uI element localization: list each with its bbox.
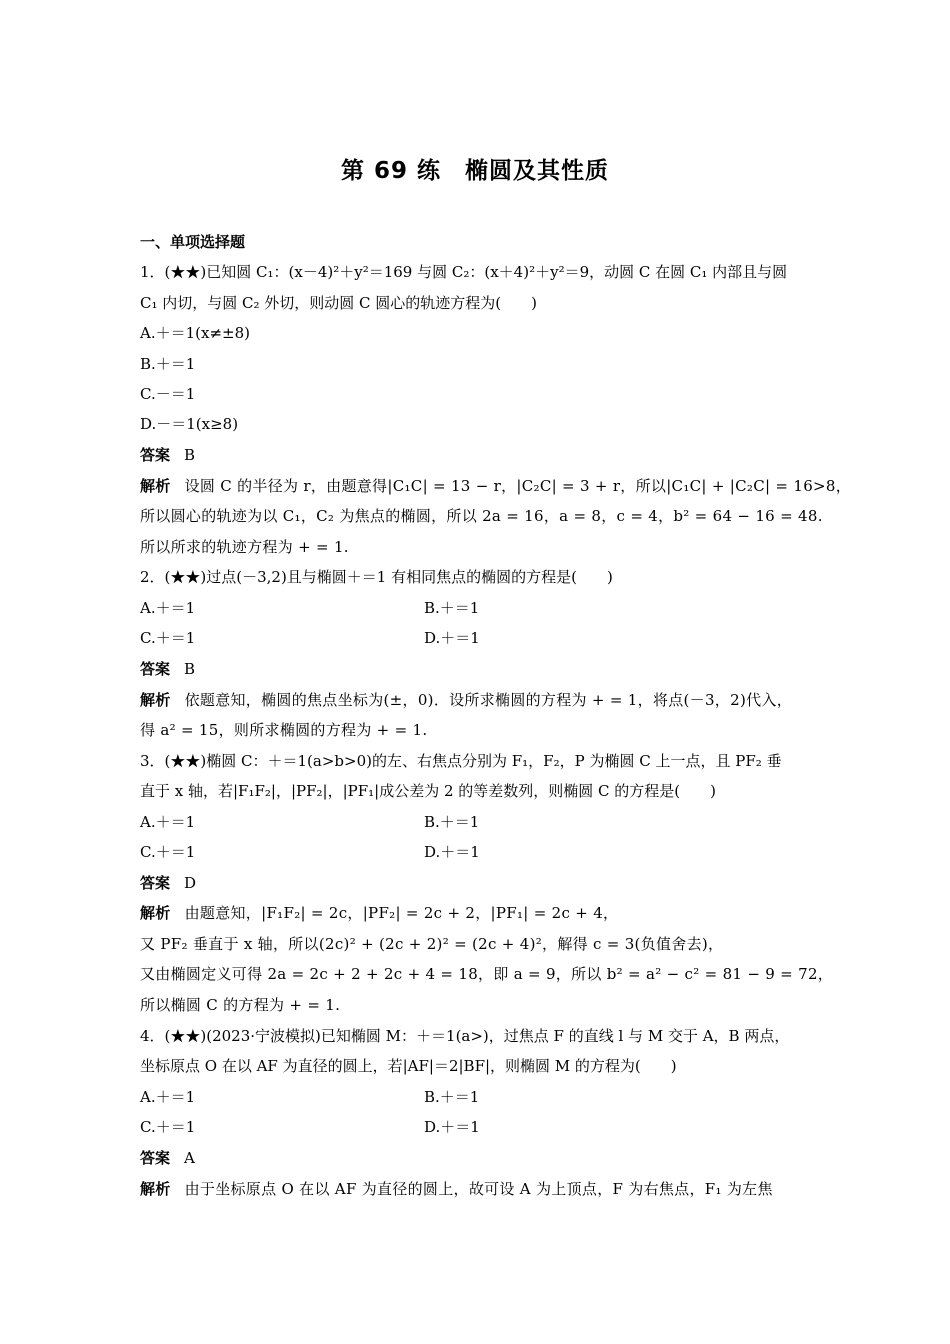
q4-analysis-line1 xyxy=(140,1179,820,1199)
q2-answer xyxy=(140,659,820,679)
q2-stem-line1: 2．(★★)过点(－3,2)且与椭圆＋＝1 有相同焦点的椭圆的方程是( ) xyxy=(140,568,613,586)
q3-stem-line1: 3．(★★)椭圆 C：＋＝1(a>b>0)的左、右焦点分别为 F₁，F₂，P 为椭圆 C 上一点，且 PF₂ 垂 xyxy=(140,752,782,770)
q1-stem-line1: 1．(★★)已知圆 C₁：(x－4)²＋y²＝169 与圆 C₂：(x＋4)²＋y²＝9，动圆 C 在圆 C₁ 内部且与圆 xyxy=(140,263,788,281)
page-title xyxy=(0,152,950,185)
q2-analysis-text1: 依题意知，椭圆的焦点坐标为(±，0)．设所求椭圆的方程为 + = 1，将点(－3，2)代入， xyxy=(184,691,793,709)
analysis-label: 解析 xyxy=(140,904,171,922)
q3-options-row2 xyxy=(140,842,820,862)
q3-option-b: B.＋＝1 xyxy=(424,813,480,831)
q4-option-d: D.＋＝1 xyxy=(424,1118,480,1136)
q3-options-row1 xyxy=(140,812,820,832)
q4-stem-line1: 4．(★★)(2023·宁波模拟)已知椭圆 M：＋＝1(a>)，过焦点 F 的直线 l 与 M 交于 A，B 两点， xyxy=(140,1027,790,1045)
q1-answer xyxy=(140,445,820,465)
q4-analysis-text1: 由于坐标原点 O 在以 AF 为直径的圆上，故可设 A 为上顶点，F 为右焦点，F₁ 为左焦 xyxy=(184,1180,773,1198)
q1-analysis-line1 xyxy=(140,476,852,496)
q4-option-c: C.＋＝1 xyxy=(140,1118,196,1136)
q1-analysis-line2: 所以圆心的轨迹为以 C₁，C₂ 为焦点的椭圆，所以 2a = 16，a = 8，c = 4，b² = 64 − 16 = 48. xyxy=(140,507,823,525)
q2-option-a: A.＋＝1 xyxy=(140,599,196,617)
q3-stem-line2: 直于 x 轴，若|F₁F₂|，|PF₂|，|PF₁|成公差为 2 的等差数列，则椭圆 C 的方程是( ) xyxy=(140,782,716,800)
q1-option-a: A.＋＝1(x≠±8) xyxy=(140,324,250,342)
q3-analysis-text1: 由题意知，|F₁F₂| = 2c，|PF₂| = 2c + 2，|PF₁| = 2c + 4， xyxy=(184,904,619,922)
q2-options-row2 xyxy=(140,628,820,648)
q1-analysis-line3: 所以所求的轨迹方程为 + = 1. xyxy=(140,538,349,556)
analysis-label: 解析 xyxy=(140,1180,171,1198)
answer-label: 答案 xyxy=(140,660,171,678)
section-heading: 一、单项选择题 xyxy=(140,233,246,251)
answer-label: 答案 xyxy=(140,874,171,892)
q4-options-row2 xyxy=(140,1117,820,1137)
q2-options-row1 xyxy=(140,598,820,618)
q3-answer-value: D xyxy=(184,874,197,892)
q3-answer xyxy=(140,873,820,893)
q3-option-c: C.＋＝1 xyxy=(140,843,196,861)
q3-analysis-line1 xyxy=(140,903,820,923)
q2-option-d: D.＋＝1 xyxy=(424,629,480,647)
exercise-number: 第 69 练 xyxy=(340,158,442,184)
q4-option-b: B.＋＝1 xyxy=(424,1088,480,1106)
analysis-label: 解析 xyxy=(140,691,171,709)
q3-option-d: D.＋＝1 xyxy=(424,843,480,861)
q3-analysis-line2: 又 PF₂ 垂直于 x 轴，所以(2c)² + (2c + 2)² = (2c + 4)²，解得 c = 3(负值舍去)， xyxy=(140,935,724,953)
q2-analysis-line1 xyxy=(140,690,820,710)
analysis-label: 解析 xyxy=(140,477,171,495)
q4-answer-value: A xyxy=(184,1149,195,1167)
q2-answer-value: B xyxy=(184,660,196,678)
exercise-topic: 椭圆及其性质 xyxy=(465,158,610,184)
q2-analysis-line2: 得 a² = 15，则所求椭圆的方程为 + = 1. xyxy=(140,721,428,739)
q1-option-c: C.－＝1 xyxy=(140,385,196,403)
q4-options-row1 xyxy=(140,1087,820,1107)
q3-analysis-line3: 又由椭圆定义可得 2a = 2c + 2 + 2c + 4 = 18，即 a = 9，所以 b² = a² − c² = 81 − 9 = 72， xyxy=(140,965,834,983)
q2-option-b: B.＋＝1 xyxy=(424,599,480,617)
answer-label: 答案 xyxy=(140,1149,171,1167)
q1-option-b: B.＋＝1 xyxy=(140,355,196,373)
q4-stem-line2: 坐标原点 O 在以 AF 为直径的圆上，若|AF|＝2|BF|，则椭圆 M 的方程为( ) xyxy=(140,1057,677,1075)
q2-option-c: C.＋＝1 xyxy=(140,629,196,647)
q1-stem-line2: C₁ 内切，与圆 C₂ 外切，则动圆 C 圆心的轨迹方程为( ) xyxy=(140,294,538,312)
q1-analysis-text1: 设圆 C 的半径为 r，由题意得|C₁C| = 13 − r，|C₂C| = 3 + r，所以|C₁C| + |C₂C| = 16>8， xyxy=(184,477,852,495)
q4-option-a: A.＋＝1 xyxy=(140,1088,196,1106)
answer-label: 答案 xyxy=(140,446,171,464)
q1-answer-value: B xyxy=(184,446,196,464)
q3-option-a: A.＋＝1 xyxy=(140,813,196,831)
q3-analysis-line4: 所以椭圆 C 的方程为 + = 1. xyxy=(140,996,341,1014)
q1-option-d: D.－＝1(x≥8) xyxy=(140,415,239,433)
q4-answer xyxy=(140,1148,820,1168)
